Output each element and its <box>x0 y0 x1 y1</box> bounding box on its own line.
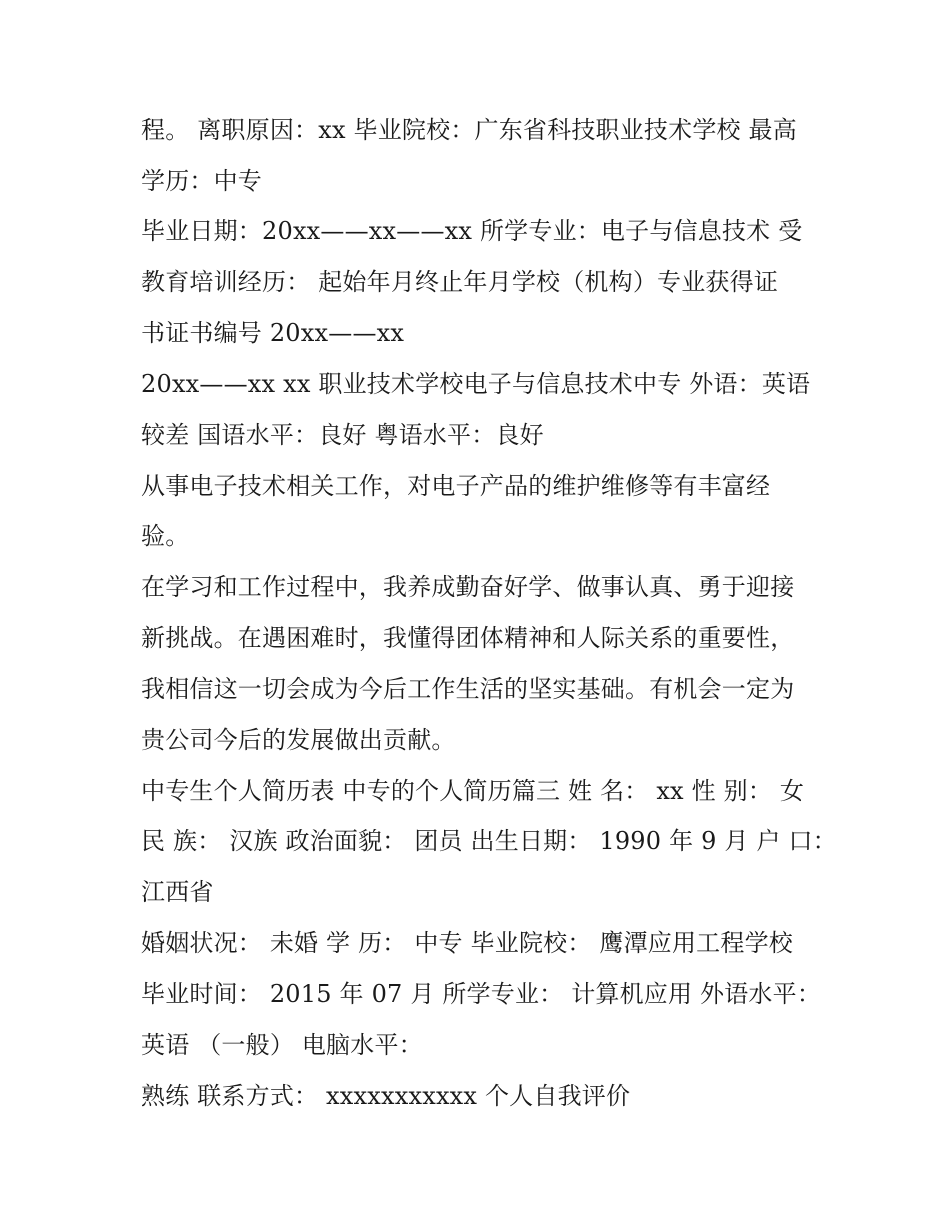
text-line: 教育培训经历： 起始年月终止年月学校（机构）专业获得证 <box>141 268 779 296</box>
text-line: 新挑战。在遇困难时，我懂得团体精神和人际关系的重要性， <box>141 624 795 652</box>
text-line: 20xx——xx xx 职业技术学校电子与信息技术中专 外语：英语 <box>141 370 811 398</box>
text-line: 在学习和工作过程中，我养成勤奋好学、做事认真、勇于迎接 <box>141 573 795 601</box>
text-line: 英语 （一般） 电脑水平： <box>141 1031 423 1059</box>
text-line: 婚姻状况： 未婚 学 历： 中专 毕业院校： 鹰潭应用工程学校 <box>141 929 793 957</box>
text-line: 学历：中专 <box>141 167 262 195</box>
text-line: 验。 <box>141 522 190 550</box>
text-line: 毕业时间： 2015 年 07 月 所学专业： 计算机应用 外语水平： <box>141 980 822 1008</box>
text-line: 从事电子技术相关工作，对电子产品的维护维修等有丰富经 <box>141 472 771 500</box>
text-line: 民 族： 汉族 政治面貌： 团员 出生日期： 1990 年 9 月 户 口： <box>141 827 837 855</box>
text-line: 较差 国语水平：良好 粤语水平：良好 <box>141 421 544 449</box>
text-line: 我相信这一切会成为今后工作生活的坚实基础。有机会一定为 <box>141 675 795 703</box>
text-line: 熟练 联系方式： xxxxxxxxxxx 个人自我评价 <box>141 1082 631 1110</box>
text-line: 书证书编号 20xx——xx <box>141 319 405 347</box>
text-line: 中专生个人简历表 中专的个人简历篇三 姓 名： xx 性 别： 女 <box>141 777 805 805</box>
text-line: 贵公司今后的发展做出贡献。 <box>141 726 456 754</box>
text-line: 毕业日期：20xx——xx——xx 所学专业：电子与信息技术 受 <box>141 217 803 245</box>
text-line: 程。 离职原因：xx 毕业院校：广东省科技职业技术学校 最高 <box>141 116 797 144</box>
text-line: 江西省 <box>141 878 214 906</box>
